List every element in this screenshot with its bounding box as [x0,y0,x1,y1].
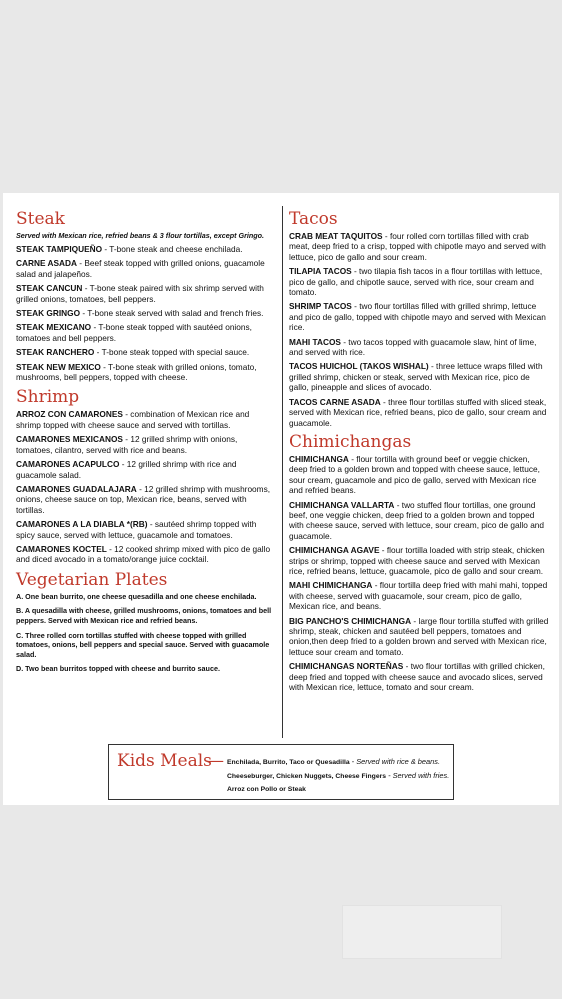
menu-item-description: - flour tortilla loaded with strip steak, chicken strips or shrimp, topped with cheese sauce and served with Mexican rice, refried beans, lettuce, guacamole, pico de gallo and sour cream. [289,545,545,576]
menu-item-name: MAHI CHIMICHANGA [289,580,373,591]
menu-item [289,454,549,496]
steak-title: Steak [16,209,65,229]
menu-item-description: - 12 grilled shrimp with onions, tomatoes, cilantro, served with rice and beans. [16,434,238,455]
menu-item-name: CAMARONES KOCTEL [16,543,107,554]
menu-item [16,283,274,304]
menu-item-description: - large flour tortilla stuffed with grilled shrimp, steak, chicken and sautéed bell peppers, tomatoes and onion,then deep fried to a golden brown and served with Mexican rice, lettuce sour cream and tomato. [289,615,549,657]
tacos-section [289,209,549,428]
steak-subtitle: Served with Mexican rice, refried beans & 3 flour tortillas, except Gringo. [16,231,265,240]
menu-item [289,266,549,297]
kids-line-2-items: Cheeseburger, Chicken Nuggets, Cheese Fingers [227,773,387,780]
menu-item-description: - T-bone steak topped with special sauce. [94,347,250,358]
menu-item [16,434,274,455]
menu-item-description: - Beef steak topped with grilled onions, guacamole salad and jalapeños. [16,258,265,279]
kids-line-2-note: - Served with fries. [386,771,450,780]
menu-item-description: - combination of Mexican rice and shrimp topped with cheese sauce and served with tortillas. [16,409,250,430]
menu-item-name: CAMARONES MEXICANOS [16,434,123,445]
menu-item-name: CARNE ASADA [16,258,77,269]
menu-item [289,361,549,392]
tacos-items [289,231,549,428]
menu-item-name: STEAK NEW MEXICO [16,361,101,372]
vegetarian-item: B. A quesadilla with cheese, grilled mushrooms, onions, tomatoes and bell peppers. Served with Mexican rice and refried beans. [16,606,272,625]
kids-meals-box [108,744,454,800]
kids-line-1 [227,757,440,767]
menu-item-name: CHIMICHANGA [289,453,349,464]
kids-line-3 [227,785,306,794]
column-divider [282,206,283,738]
menu-item-name: CAMARONES A LA DIABLA *(RB) [16,519,148,530]
menu-item-description: - two flour tortillas filled with grilled shrimp, lettuce and pico de gallo, topped with chipotle mayo and served with Mexican rice. [289,301,546,333]
menu-item [289,545,549,576]
menu-item-description: - T-bone steak and cheese enchilada. [102,244,243,254]
menu-item-description: - T-bone steak with grilled onions, tomato, mushrooms, bell peppers, topped with cheese. [16,361,257,383]
vegetarian-section [16,570,274,674]
kids-line-3-items: Arroz con Pollo or Steak [227,786,306,793]
menu-item-name: STEAK MEXICANO [16,322,92,333]
vegetarian-item: C. Three rolled corn tortillas stuffed with cheese topped with grilled tomatoes, onions, bell peppers and special sauce. Served with guacamole salad. [16,630,270,659]
menu-item [289,231,549,262]
menu-item-description: - sautéed shrimp topped with spicy sauce, served with lettuce, guacamole and tomatoes. [16,519,257,540]
menu-item [16,308,274,318]
menu-item-name: CRAB MEAT TAQUITOS [289,231,383,241]
menu-item-description: - two tilapia fish tacos in a flour tortillas with lettuce, pico de gallo, and chipotle sauce, served with rice, sour cream and tomato. [289,266,543,298]
menu-item-name: TACOS HUICHOL (TAKOS WISHAL) [289,361,429,372]
menu-item-description: - 12 grilled shrimp with mushrooms, onions, cheese sauce on top, Mexican rice, beans, served with tortillas. [16,483,271,515]
menu-item [289,397,549,428]
shrimp-title: Shrimp [16,387,80,408]
menu-item [16,519,274,540]
menu-item-name: CHIMICHANGAS NORTEÑAS [289,661,404,672]
menu-item-name: STEAK CANCUN [16,283,83,294]
menu-item [16,322,274,343]
kids-line-1-items: Enchilada, Burrito, Taco or Quesadilla [227,759,350,766]
menu-item-name: STEAK GRINGO [16,308,81,319]
vegetarian-items [16,592,274,674]
kids-meals-dash: — [207,751,224,771]
menu-item-name: TILAPIA TACOS [289,266,352,277]
menu-item [289,616,549,658]
menu-item-name: STEAK TAMPIQUEÑO [16,244,103,254]
left-column [16,209,274,679]
right-column [289,209,549,696]
menu-item-description: - 12 cooked shrimp mixed with pico de gallo and diced avocado in a tomato/orange juice cocktail. [16,543,271,565]
menu-item-description: - three flour tortillas stuffed with sliced steak, served with Mexican rice, refried beans, pico de gallo, sour cream and guacamole. [289,396,547,428]
kids-line-1-note: - Served with rice & beans. [349,757,440,766]
menu-item-description: - 12 grilled shrimp with rice and guacamole salad. [16,459,237,480]
steak-section [16,209,274,382]
menu-item-name: BIG PANCHO'S CHIMICHANGA [289,615,412,626]
shrimp-items [16,409,274,564]
menu-item [16,347,274,357]
menu-item-description: - T-bone steak served with salad and french fries. [80,308,264,319]
menu-item [16,484,274,515]
menu-item [16,409,274,430]
menu-item-description: - T-bone steak paired with six shrimp served with grilled onions, tomatoes, bell peppers. [16,283,264,304]
tacos-title: Tacos [289,209,338,229]
menu-item-name: MAHI TACOS [289,336,341,347]
menu-item [16,244,274,254]
menu-item [16,258,274,279]
menu-item-name: STEAK RANCHERO [16,347,95,358]
menu-item-description: - T-bone steak topped with sautéed onions, tomatoes and bell peppers. [16,322,252,343]
vegetarian-item: A. One bean burrito, one cheese quesadilla and one cheese enchilada. [16,591,257,601]
chimichangas-title: Chimichangas [289,431,412,452]
menu-item [289,301,549,332]
steak-items [16,244,274,382]
menu-item-name: CAMARONES ACAPULCO [16,459,120,470]
menu-item [16,544,274,565]
chimichangas-section [289,432,549,693]
menu-item-description: - two tacos topped with guacamole slaw, hint of lime, and served with rice. [289,336,537,358]
menu-item-description: - two stuffed flour tortillas, one ground beef, one veggie chicken, deep fried to a golden brown and topped with cheese sauce, served with lettuce, sour cream, pico de gallo and guacamole. [289,499,545,541]
blurred-watermark [342,905,502,959]
menu-item-name: CHIMICHANGA AGAVE [289,545,380,556]
menu-item-name: TACOS CARNE ASADA [289,396,381,407]
menu-item-description: - three lettuce wraps filled with grilled shrimp, chicken or steak, served with Mexican rice, pico de gallo, pineapple and slices of avocado. [289,361,543,393]
vegetarian-title: Vegetarian Plates [16,569,168,590]
menu-item-description: - two flour tortillas with grilled chicken, deep fried and topped with cheese sauce and avocado slices, served with Mexican rice, lettuce, tomato and sour cream. [289,661,545,693]
menu-item-name: CAMARONES GUADALAJARA [16,483,137,494]
menu-item [289,580,549,611]
shrimp-section [16,387,274,564]
menu-item [289,500,549,542]
kids-meals-title: Kids Meals [117,751,212,771]
menu-item-name: ARROZ CON CAMARONES [16,409,123,420]
menu-item-name: CHIMICHANGA VALLARTA [289,499,395,510]
menu-item [16,362,274,383]
kids-line-2 [227,771,449,781]
menu-item-description: - flour tortilla deep fried with mahi mahi, topped with cheese, served with guacamole, sour cream, pico de gallo, Mexican rice, and beans. [289,580,548,612]
menu-item-name: SHRIMP TACOS [289,301,352,312]
menu-item-description: - four rolled corn tortillas filled with crab meat, deep fried to a crisp, topped with chipotle mayo and served with lettuce, pico de gallo and sour cream. [289,231,546,262]
menu-item-description: - flour tortilla with ground beef or veggie chicken, deep fried to a golden brown and topped with cheese sauce, lettuce, sour cream, guacamole and pico de gallo, served with Mexican rice and refried beans. [289,453,540,496]
menu-page [3,193,559,805]
chimichangas-items [289,454,549,693]
vegetarian-item: D. Two bean burritos topped with cheese and burrito sauce. [16,664,220,674]
menu-item [289,661,549,692]
menu-item [289,337,549,358]
menu-item [16,459,274,480]
